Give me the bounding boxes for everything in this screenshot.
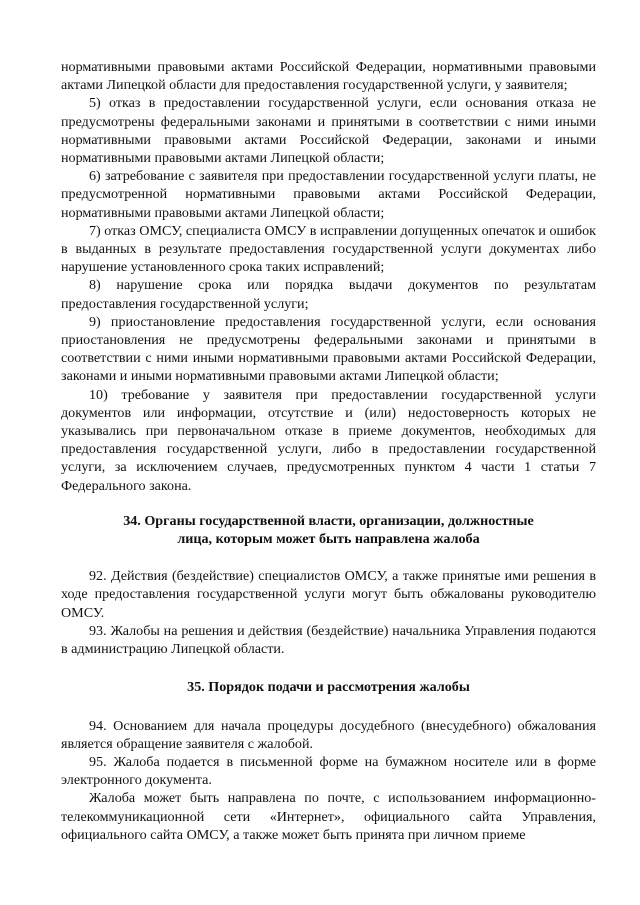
paragraph-92: 92. Действия (бездействие) специалистов ОМСУ, а также принятые ими решения в ходе предоставления государственной услуги могут быть обжалованы руководителю ОМСУ. (61, 568, 596, 621)
list-item-6: 6) затребование с заявителя при предоставлении государственной услуги платы, не предусмотренной нормативными правовыми актами Российской Федерации, нормативными правовыми актами Липецкой области; (61, 168, 596, 221)
paragraph-complaint-channels: Жалоба может быть направлена по почте, с использованием информационно-телекоммуникационной сети «Интернет», официального сайта Управления, официального сайта ОМСУ, а также может быть принята при личном приеме (61, 790, 596, 843)
list-item-7: 7) отказ ОМСУ, специалиста ОМСУ в исправлении допущенных опечаток и ошибок в выданных в результате предоставления государственной услуги документах либо нарушение установленного срока таких исправлений; (61, 222, 597, 276)
section-34-heading-line-1: 34. Органы государственной власти, организации, должностные (123, 512, 534, 529)
list-item-9: 9) приостановление предоставления государственной услуги, если основания приостановления не предусмотрены федеральными законами и принятыми в соответствии с ними иными нормативными правовыми актами Российской Федерации, законами и иными нормативными правовыми актами Липецкой области; (61, 313, 596, 385)
list-item-5: 5) отказ в предоставлении государственной услуги, если основания отказа не предусмотрены федеральными законами и принятыми в соответствии с ними иными нормативными правовыми актами Российской Федерации, законами и иными нормативными правовыми актами Липецкой области; (61, 95, 596, 167)
paragraph-continuation: нормативными правовыми актами Российской Федерации, нормативными правовыми актами Липецкой области для предоставления государственной услуги, у заявителя; (61, 59, 596, 94)
paragraph-93: 93. Жалобы на решения и действия (бездействие) начальника Управления подаются в администрацию Липецкой области. (61, 622, 596, 658)
paragraph-94: 94. Основанием для начала процедуры досудебного (внесудебного) обжалования является обращение заявителя с жалобой. (61, 717, 596, 752)
section-35-heading-text: 35. Порядок подачи и рассмотрения жалобы (187, 679, 470, 696)
list-item-8: 8) нарушение срока или порядка выдачи документов по результатам предоставления государственной услуги; (61, 277, 596, 312)
section-35-heading (61, 678, 596, 696)
list-item-10: 10) требование у заявителя при предоставлении государственной услуги документов или информации, отсутствие и (или) недостоверность которых не указывались при первоначальном отказе в приеме документов, необходимых для предоставления государственной услуги, либо в предоставлении государственной услуги, за исключением случаев, предусмотренных пунктом 4 части 1 статьи 7 Федерального закона. (61, 386, 596, 494)
section-34-heading-line-2: лица, которым может быть направлена жалоба (177, 531, 480, 548)
section-34-heading (61, 512, 596, 548)
paragraph-95: 95. Жалоба подается в письменной форме на бумажном носителе или в форме электронного документа. (61, 753, 596, 789)
